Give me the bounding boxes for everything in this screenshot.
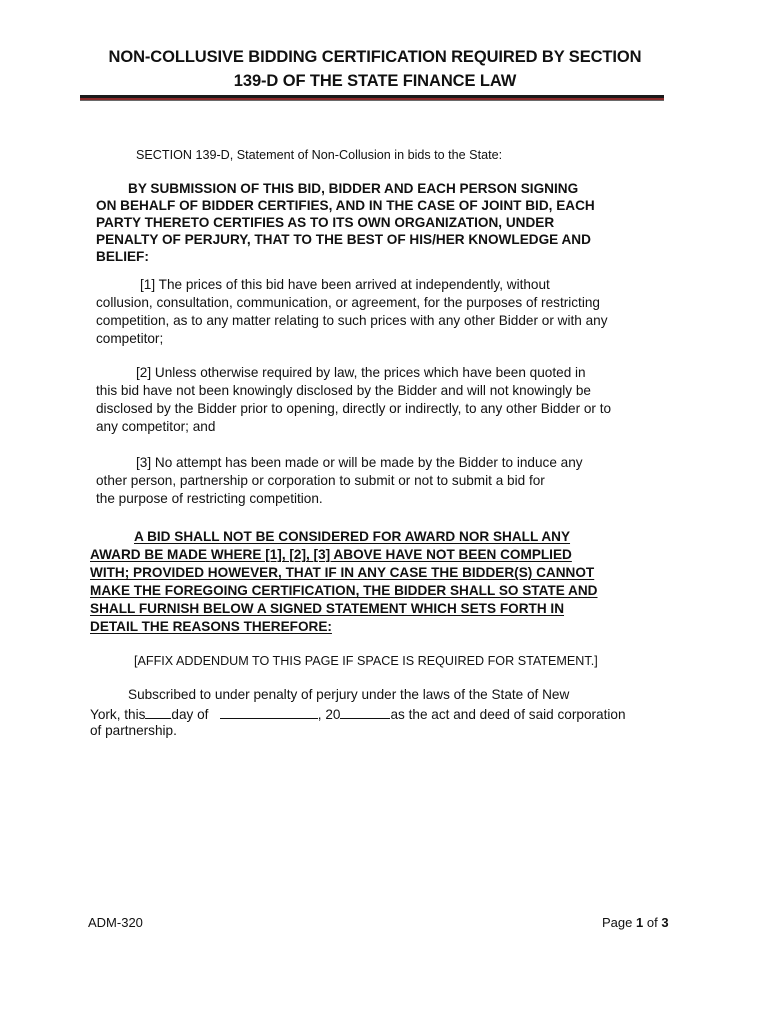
page-prefix: Page (602, 915, 633, 930)
certification-line: BELIEF: (96, 249, 149, 264)
warning-line: MAKE THE FOREGOING CERTIFICATION, THE BIDDER SHALL SO STATE AND (90, 583, 598, 598)
subscription-line1: Subscribed to under penalty of perjury under the laws of the State of New (128, 687, 570, 702)
clause-1-line: collusion, consultation, communication, or agreement, for the purposes of restricting (96, 295, 600, 310)
warning-line: SHALL FURNISH BELOW A SIGNED STATEMENT WHICH SETS FORTH IN (90, 601, 565, 616)
page-total: 3 (661, 915, 669, 930)
certification-line: ON BEHALF OF BIDDER CERTIFIES, AND IN THE CASE OF JOINT BID, EACH (96, 198, 595, 213)
clause-1-line: competition, as to any matter relating to such prices with any other Bidder or with any (96, 313, 608, 328)
document-title-line2: 139-D OF THE STATE FINANCE LAW (233, 72, 517, 90)
subscription-text: York, this (90, 707, 146, 722)
document-title-line1: NON-COLLUSIVE BIDDING CERTIFICATION REQUIRED BY SECTION (108, 48, 642, 66)
clause-2-line: disclosed by the Bidder prior to opening, directly or indirectly, to any other Bidder or to (96, 401, 612, 416)
subscription-line2 (90, 704, 626, 724)
clause-3-line: other person, partnership or corporation to submit or not to submit a bid for (96, 473, 545, 488)
clause-2-line: any competitor; and (96, 419, 216, 434)
day-blank[interactable] (145, 704, 171, 719)
section-intro: SECTION 139-D, Statement of Non-Collusion in bids to the State: (136, 148, 503, 162)
subscription-text: , 20 (317, 707, 341, 722)
page-current: 1 (636, 915, 644, 930)
clause-3-line: [3] No attempt has been made or will be made by the Bidder to induce any (136, 455, 583, 470)
certification-line: BY SUBMISSION OF THIS BID, BIDDER AND EACH PERSON SIGNING (128, 181, 579, 196)
warning-line: WITH; PROVIDED HOWEVER, THAT IF IN ANY CASE THE BIDDER(S) CANNOT (90, 565, 595, 580)
warning-line: DETAIL THE REASONS THEREFORE: (90, 619, 332, 634)
certification-line: PARTY THERETO CERTIFIES AS TO ITS OWN ORGANIZATION, UNDER (96, 215, 555, 230)
clause-2-line: [2] Unless otherwise required by law, the prices which have been quoted in (136, 365, 586, 380)
clause-1-line: competitor; (96, 331, 164, 346)
clause-1-line: [1] The prices of this bid have been arrived at independently, without (140, 277, 550, 292)
year-blank[interactable] (340, 704, 390, 719)
subscription-text: day of (171, 707, 209, 722)
subscription-text: as the act and deed of said corporation (390, 707, 626, 722)
subscription-line3: of partnership. (90, 723, 177, 738)
certification-line: PENALTY OF PERJURY, THAT TO THE BEST OF HIS/HER KNOWLEDGE AND (96, 232, 591, 247)
page-indicator (602, 915, 669, 931)
title-rule-light (80, 100, 664, 101)
month-blank[interactable] (220, 704, 318, 719)
form-id: ADM-320 (88, 915, 143, 930)
clause-3-line: the purpose of restricting competition. (96, 491, 323, 506)
page-of: of (646, 915, 658, 930)
warning-line: A BID SHALL NOT BE CONSIDERED FOR AWARD NOR SHALL ANY (134, 529, 571, 544)
warning-line: AWARD BE MADE WHERE [1], [2], [3] ABOVE HAVE NOT BEEN COMPLIED (90, 547, 572, 562)
clause-2-line: this bid have not been knowingly disclosed by the Bidder and will not knowingly be (96, 383, 591, 398)
addendum-note: [AFFIX ADDENDUM TO THIS PAGE IF SPACE IS REQUIRED FOR STATEMENT.] (134, 654, 598, 668)
